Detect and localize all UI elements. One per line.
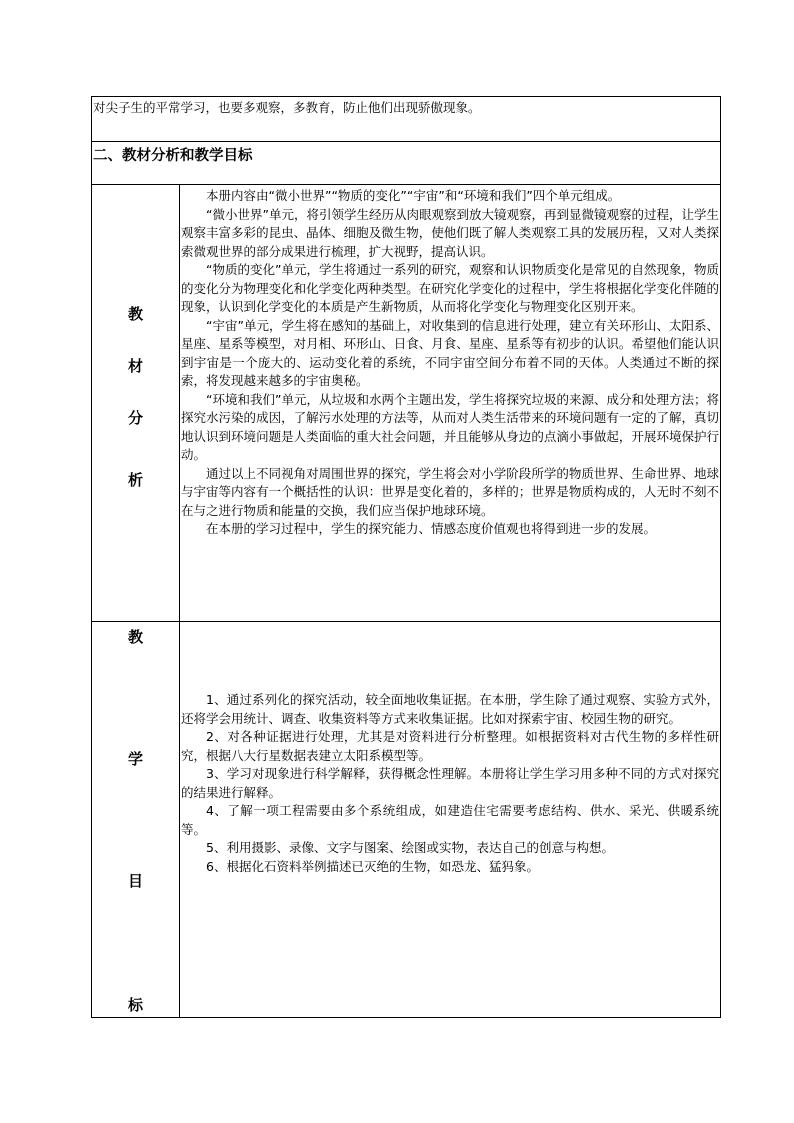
section-heading-row	[92, 141, 720, 184]
analysis-paragraph: 本册内容由“微小世界”“物质的变化”“宇宙”和“环境和我们”四个单元组成。	[206, 188, 621, 203]
analysis-paragraph: 通过以上不同视角对周围世界的探究，学生将会对小学阶段所学的物质世界、生命世界、地球与宇宙等内容有一个概括性的认识：世界是变化着的，多样的；世界是物质构成的，人无时不刻不在与之进行物质和能量的交换，我们应当保护地球环境。	[181, 465, 719, 518]
goal-item: 1、通过系列化的探究活动，较全面地收集证据。在本册，学生除了通过观察、实验方式外，还将学会用统计、调查、收集资料等方式来收集证据。比如对探索宇宙、校园生物的研究。	[181, 692, 719, 726]
teaching-goals-row	[92, 621, 720, 1017]
analysis-label-char: 教	[127, 305, 143, 323]
intro-text: 对尖子生的平常学习，也要多观察，多教育，防止他们出现骄傲现象。	[93, 100, 481, 115]
goals-label-char: 目	[127, 872, 143, 890]
goal-item: 6、根据化石资料举例描述已灭绝的生物，如恐龙、猛犸象。	[206, 858, 539, 874]
section-heading: 二、教材分析和教学目标	[93, 148, 253, 164]
analysis-label-char: 材	[127, 357, 143, 375]
teaching-goals-content	[180, 622, 720, 1017]
analysis-paragraph: “宇宙”单元，学生将在感知的基础上，对收集到的信息进行处理，建立有关环形山、太阳系、星座、星系等模型，对月相、环形山、日食、月食、星座、星系等有初步的认识。希望他们能认识到宇宙是一个庞大的、运动变化着的系统，不同宇宙空间分布着不同的天体。人类通过不断的探索，将发现越来越多的宇宙奥秘。	[181, 317, 719, 388]
analysis-label-char: 分	[127, 409, 143, 427]
textbook-analysis-label	[92, 185, 179, 621]
goal-item: 4、了解一项工程需要由多个系统组成，如建造住宅需要考虑结构、供水、采光、供暖系统等。	[181, 803, 719, 837]
goal-item: 5、利用摄影、录像、文字与图案、绘图或实物，表达自己的创意与构想。	[206, 840, 614, 855]
analysis-paragraph: “微小世界”单元，将引领学生经历从肉眼观察到放大镜观察，再到显微镜观察的过程，让学生观察丰富多彩的昆虫、晶体、细胞及微生物，使他们既了解人类观察工具的发展历程，又对人类探索微观世界的部分成果进行梳理，扩大视野，提高认识。	[181, 206, 719, 259]
goals-label-char: 教	[127, 628, 143, 646]
goal-item: 2、对各种证据进行处理，尤其是对资料进行分析整理。如根据资料对古代生物的多样性研究，根据八大行星数据表建立太阳系模型等。	[181, 729, 719, 763]
analysis-paragraph: “环境和我们”单元，从垃圾和水两个主题出发，学生将探究垃圾的来源、成分和处理方法；将探究水污染的成因，了解污水处理的方法等，从而对人类生活带来的环境问题有一定的了解，真切地认识到环境问题是人类面临的重大社会问题，并且能够从身边的点滴小事做起，开展环境保护行动。	[181, 391, 719, 462]
analysis-label-char: 析	[127, 471, 143, 489]
goals-label-char: 学	[127, 750, 143, 768]
textbook-analysis-label-cell	[92, 185, 180, 621]
analysis-paragraph: “物质的变化”单元，学生将通过一系列的研究，观察和认识物质变化是常见的自然现象，物质的变化分为物理变化和化学变化两种类型。在研究化学变化的过程中，学生将根据化学变化伴随的现象，认识到化学变化的本质是产生新物质，从而将化学变化与物理变化区别开来。	[181, 262, 719, 314]
goals-label-char: 标	[127, 996, 143, 1014]
analysis-paragraph: 在本册的学习过程中，学生的探究能力、情感态度价值观也将得到进一步的发展。	[206, 521, 657, 536]
teaching-goals-label-cell	[92, 622, 180, 1017]
goal-item: 3、学习对现象进行科学解释，获得概念性理解。本册将让学生学习用多种不同的方式对探究的结果进行解释。	[181, 766, 719, 800]
textbook-analysis-content	[180, 185, 720, 621]
textbook-analysis-row	[92, 184, 720, 621]
lesson-plan-table	[91, 96, 721, 1018]
intro-row	[92, 97, 720, 141]
